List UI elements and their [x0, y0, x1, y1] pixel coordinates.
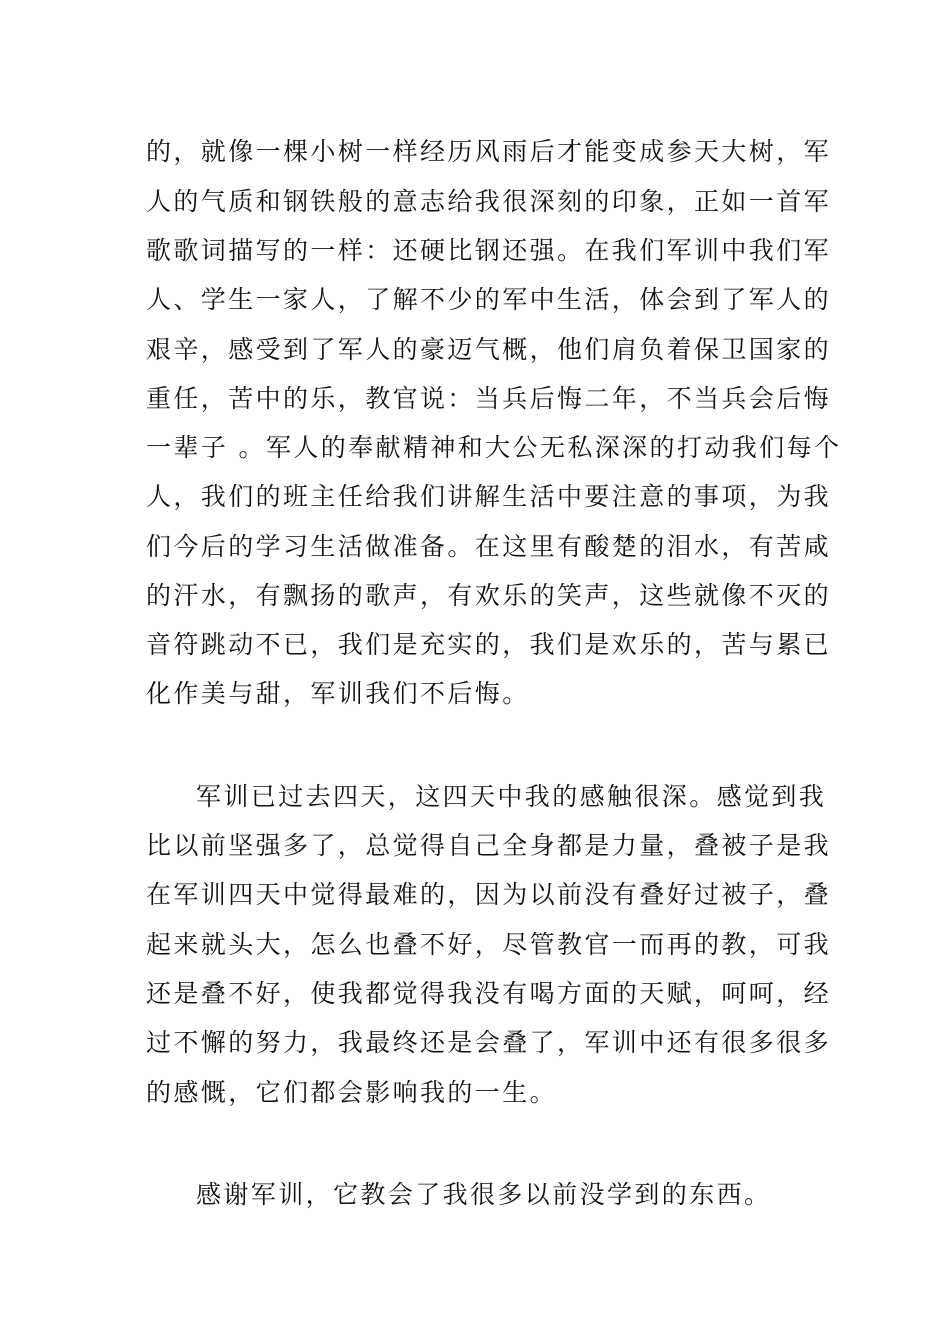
- paragraph-2-line-3: 在军训四天中觉得最难的，因为以前没有叠好过被子，叠: [146, 880, 832, 909]
- paragraph-1-line-4: 人、学生一家人，了解不少的军中生活，体会到了军人的: [146, 285, 832, 314]
- paragraph-1-line-3: 歌歌词描写的一样：还硬比钢还强。在我们军训中我们军: [146, 236, 832, 265]
- paragraph-3-line-1: 感谢军训，它教会了我很多以前没学到的东西。: [196, 1180, 772, 1209]
- paragraph-1-line-7: 一辈子 。军人的奉献精神和大公无私深深的打动我们每个: [146, 433, 842, 462]
- paragraph-2-line-1: 军训已过去四天，这四天中我的感触很深。感觉到我: [196, 782, 827, 811]
- paragraph-1-line-9: 们今后的学习生活做准备。在这里有酸楚的泪水，有苦咸: [146, 532, 832, 561]
- paragraph-2-line-5: 还是叠不好，使我都觉得我没有喝方面的天赋，呵呵，经: [146, 979, 832, 1008]
- paragraph-1-line-10: 的汗水，有飘扬的歌声，有欢乐的笑声，这些就像不灭的: [146, 581, 832, 610]
- paragraph-2-line-6: 过不懈的努力，我最终还是会叠了，军训中还有很多很多: [146, 1028, 832, 1057]
- paragraph-2-line-7: 的感慨，它们都会影响我的一生。: [146, 1078, 558, 1107]
- paragraph-1-line-2: 人的气质和钢铁般的意志给我很深刻的印象，正如一首军: [146, 187, 832, 216]
- paragraph-1-line-5: 艰辛，感受到了军人的豪迈气概，他们肩负着保卫国家的: [146, 335, 832, 364]
- paragraph-1-line-1: 的，就像一棵小树一样经历风雨后才能变成参天大树，军: [146, 137, 832, 166]
- paragraph-1-line-12: 化作美与甜，军训我们不后悔。: [146, 679, 530, 708]
- paragraph-2-line-4: 起来就头大，怎么也叠不好，尽管教官一而再的教，可我: [146, 930, 832, 959]
- paragraph-1-line-6: 重任，苦中的乐，教官说：当兵后悔二年，不当兵会后悔: [146, 384, 832, 413]
- paragraph-1-line-8: 人，我们的班主任给我们讲解生活中要注意的事项，为我: [146, 482, 832, 511]
- paragraph-2-line-2: 比以前坚强多了，总觉得自己全身都是力量，叠被子是我: [146, 831, 832, 860]
- paragraph-1-line-11: 音符跳动不已，我们是充实的，我们是欢乐的，苦与累已: [146, 630, 832, 659]
